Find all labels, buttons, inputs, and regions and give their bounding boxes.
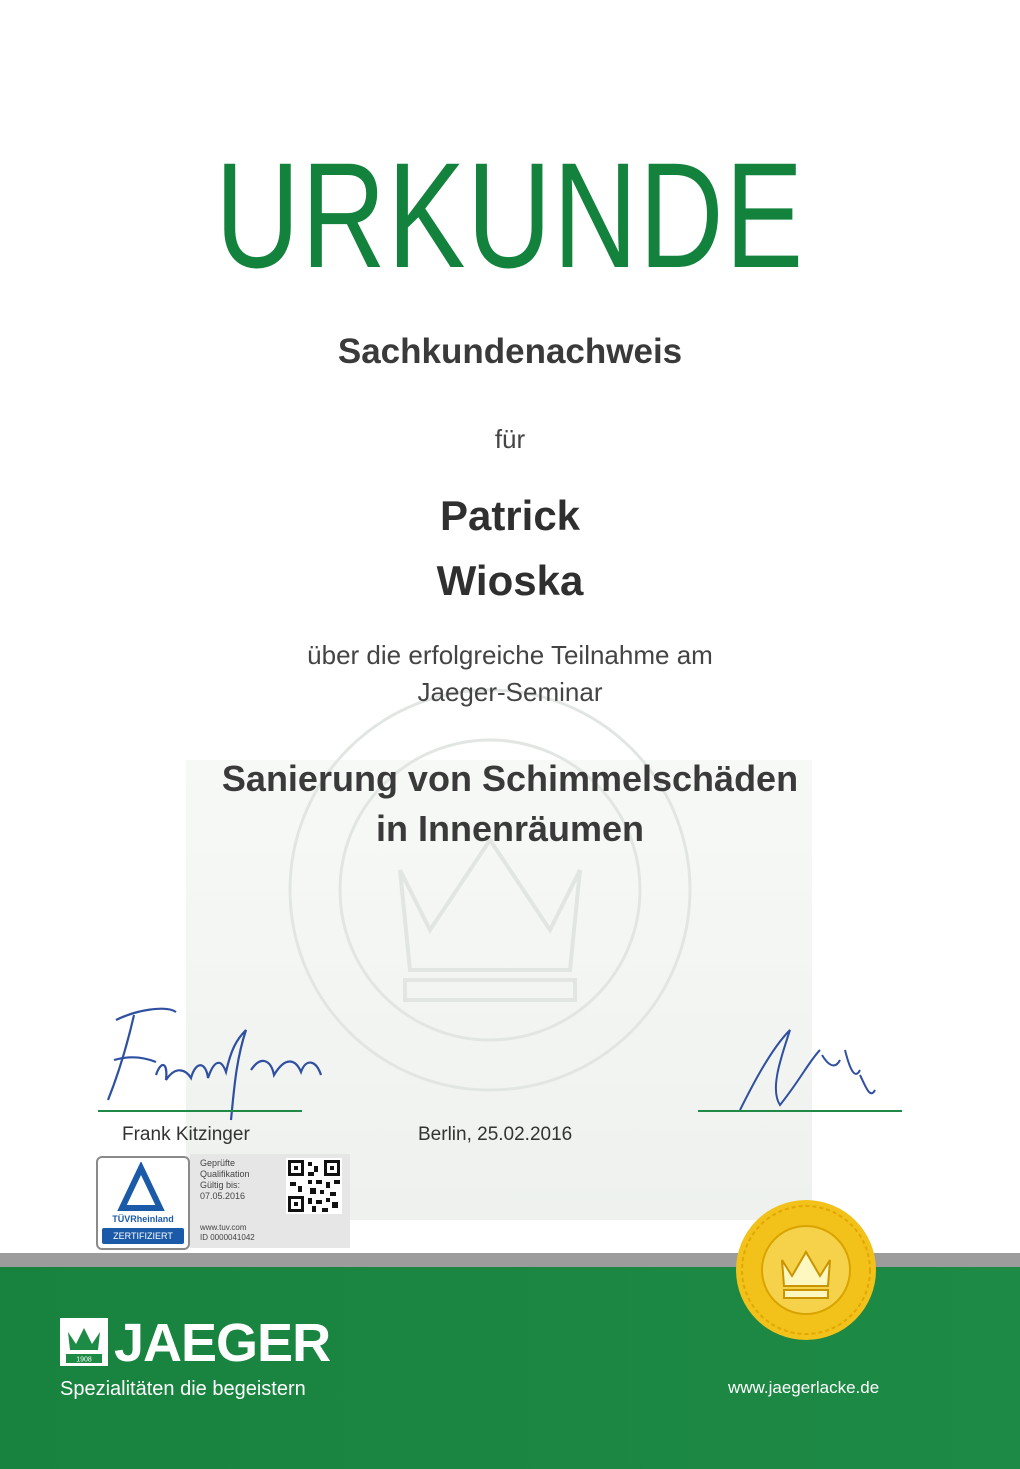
tuv-certified-label: ZERTIFIZIERT bbox=[102, 1228, 184, 1244]
tuv-info-box bbox=[190, 1154, 350, 1248]
recipient-first-name: Patrick bbox=[439, 492, 581, 539]
signature-right bbox=[710, 1010, 890, 1120]
tuv-info-line2: Qualifikation bbox=[200, 1169, 250, 1179]
tuv-badge bbox=[96, 1156, 190, 1250]
tuv-info-line3: Gültig bis: bbox=[200, 1180, 241, 1190]
signature-line-right bbox=[698, 1110, 902, 1112]
place-date: Berlin, 25.02.2016 bbox=[418, 1124, 573, 1145]
recipient-last-name: Wioska bbox=[436, 557, 584, 604]
seminar-label: Jaeger-Seminar bbox=[417, 677, 603, 707]
tuv-url: www.tuv.com bbox=[200, 1223, 247, 1232]
certificate-title: URKUNDE bbox=[215, 131, 805, 299]
signer-name: Frank Kitzinger bbox=[122, 1124, 250, 1145]
tuv-triangle-icon bbox=[98, 1162, 184, 1218]
seminar-title-line1: Sanierung von Schimmelschäden bbox=[221, 758, 799, 799]
tuv-brand: TÜVRheinland bbox=[112, 1214, 174, 1224]
brand-tagline: Spezialitäten die begeistern bbox=[60, 1378, 306, 1400]
participation-text: über die erfolgreiche Teilnahme am bbox=[307, 640, 713, 670]
brand-name: JAEGER bbox=[114, 1313, 331, 1373]
tuv-id: ID 0000041042 bbox=[200, 1233, 255, 1242]
signature-line-left bbox=[98, 1110, 302, 1112]
logo-year: 1908 bbox=[76, 1356, 92, 1364]
seminar-title-line2: in Innenräumen bbox=[375, 808, 645, 849]
tuv-info-line1: Geprüfte bbox=[200, 1158, 236, 1168]
website-link[interactable]: www.jaegerlacke.de bbox=[728, 1378, 880, 1397]
crown-logo-icon bbox=[60, 1318, 108, 1366]
for-word: für bbox=[494, 424, 526, 454]
tuv-valid-date: 07.05.2016 bbox=[200, 1191, 246, 1201]
gold-quality-seal-icon bbox=[734, 1198, 878, 1342]
qr-code-icon bbox=[286, 1158, 342, 1214]
certificate-subtitle: Sachkundenachweis bbox=[337, 332, 683, 371]
